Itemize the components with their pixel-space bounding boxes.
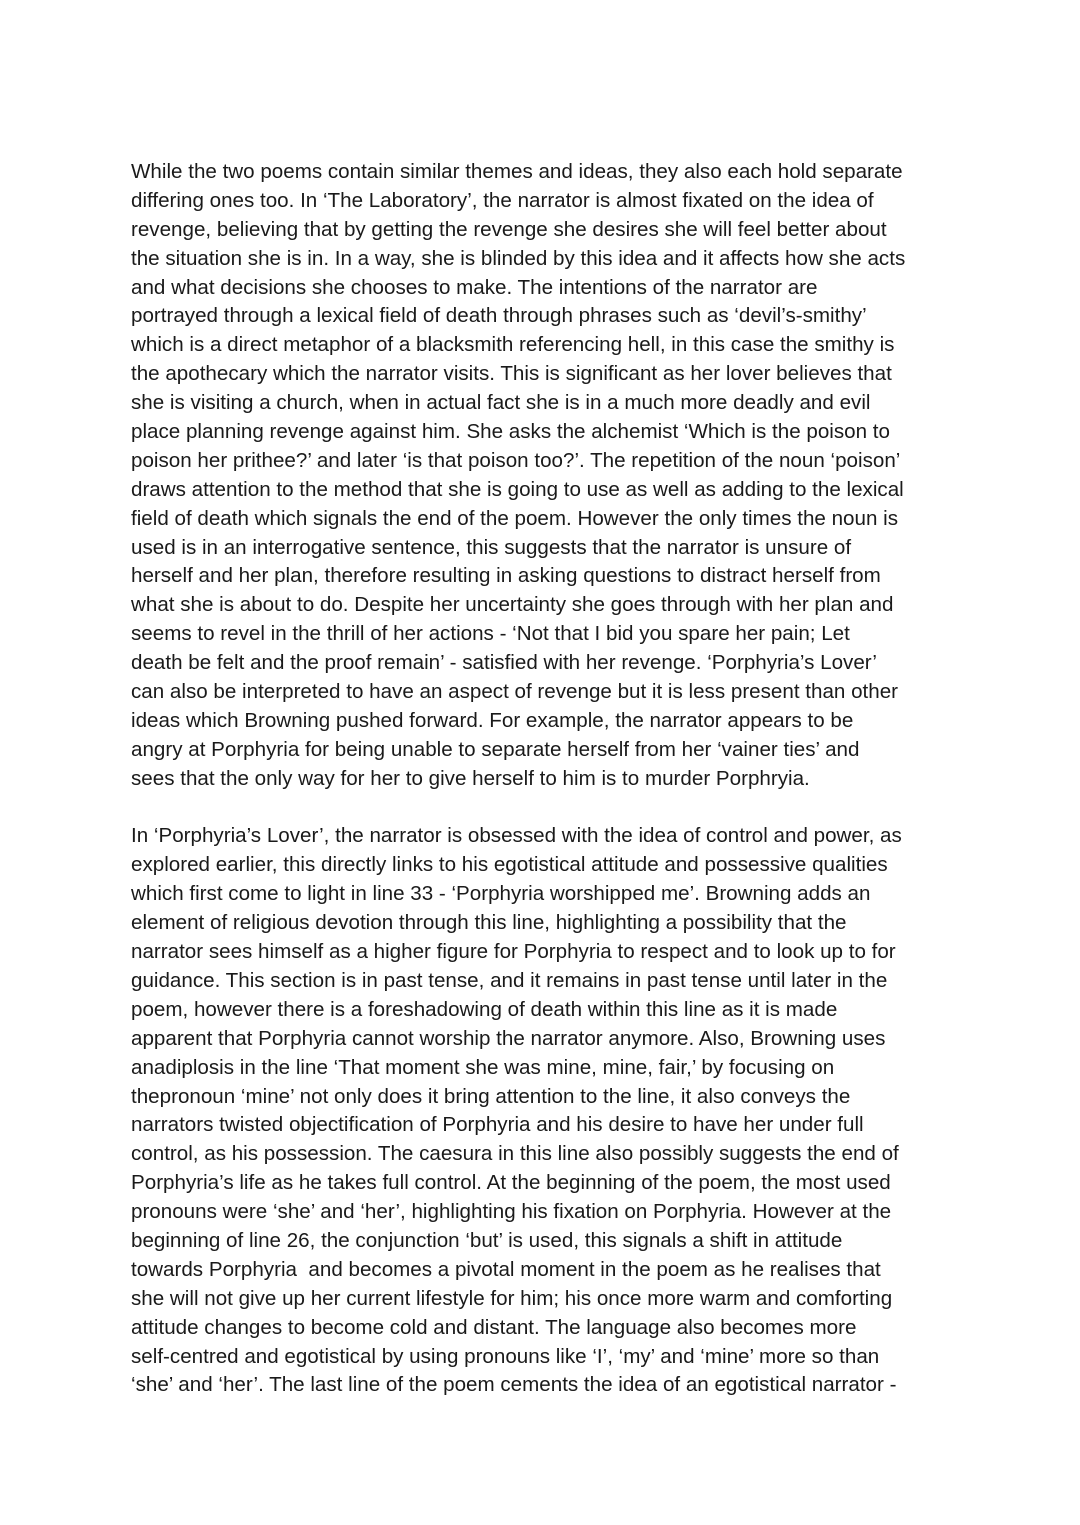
text-line: portrayed through a lexical field of death through phrases such as ‘devil’s-smithy’ — [131, 304, 867, 328]
text-line: pronouns were ‘she’ and ‘her’, highlighting his fixation on Porphyria. However at the — [131, 1200, 892, 1224]
text-line: beginning of line 26, the conjunction ‘but’ is used, this signals a shift in attitude — [131, 1228, 843, 1252]
text-line: While the two poems contain similar themes and ideas, they also each hold separate — [131, 160, 903, 183]
text-line: used is in an interrogative sentence, this suggests that the narrator is unsure of — [131, 535, 852, 559]
text-line: draws attention to the method that she is going to use as well as adding to the lexical — [131, 477, 904, 501]
text-line: the apothecary which the narrator visits. This is significant as her lover believes that — [131, 362, 892, 386]
text-line: element of religious devotion through this line, highlighting a possibility that the — [131, 911, 847, 935]
text-line: what she is about to do. Despite her uncertainty she goes through with her plan and — [131, 593, 894, 617]
text-line: narrators twisted objectification of Porphyria and his desire to have her under full — [131, 1113, 864, 1137]
text-line: narrator sees himself as a higher figure for Porphyria to respect and to look up to for — [131, 940, 896, 964]
text-line: and what decisions she chooses to make. The intentions of the narrator are — [131, 275, 818, 299]
text-line: guidance. This section is in past tense, and it remains in past tense until later in the — [131, 968, 888, 992]
text-line: poison her prithee?’ and later ‘is that poison too?’. The repetition of the noun ‘poison’ — [131, 448, 901, 472]
text-line: Porphyria’s life as he takes full control. At the beginning of the poem, the most used — [131, 1171, 891, 1195]
text-line: explored earlier, this directly links to his egotistical attitude and possessive qualities — [131, 853, 888, 877]
text-line: herself and her plan, therefore resulting in asking questions to distract herself from — [131, 564, 881, 588]
text-line: she is visiting a church, when in actual fact she is in a much more deadly and evil — [131, 391, 871, 415]
text-line: field of death which signals the end of the poem. However the only times the noun is — [131, 506, 898, 530]
text-line: towards Porphyria and becomes a pivotal moment in the poem as he realises that — [131, 1257, 881, 1281]
document-page — [131, 158, 956, 1400]
text-line: self-centred and egotistical by using pronouns like ‘I’, ‘my’ and ‘mine’ more so than — [131, 1344, 880, 1368]
text-line: which first come to light in line 33 - ‘Porphyria worshipped me’. Browning adds an — [131, 882, 871, 906]
text-line: differing ones too. In ‘The Laboratory’, the narrator is almost fixated on the idea of — [131, 188, 874, 212]
text-line: thepronoun ‘mine’ not only does it bring attention to the line, it also conveys the — [131, 1084, 851, 1108]
text-line: control, as his possession. The caesura in this line also possibly suggests the end of — [131, 1142, 899, 1166]
text-line: ‘she’ and ‘her’. The last line of the poem cements the idea of an egotistical narrator - — [131, 1373, 897, 1397]
text-line: poem, however there is a foreshadowing of death within this line as it is made — [131, 997, 838, 1021]
text-line: In ‘Porphyria’s Lover’, the narrator is obsessed with the idea of control and power, as — [131, 824, 902, 848]
paragraph-laboratory-revenge — [131, 158, 956, 794]
text-line: death be felt and the proof remain’ - satisfied with her revenge. ‘Porphyria’s Lover’ — [131, 651, 877, 675]
text-line: place planning revenge against him. She asks the alchemist ‘Which is the poison to — [131, 420, 890, 444]
text-line: attitude changes to become cold and distant. The language also becomes more — [131, 1315, 857, 1339]
text-line: she will not give up her current lifestyle for him; his once more warm and comforting — [131, 1286, 893, 1310]
text-line: apparent that Porphyria cannot worship the narrator anymore. Also, Browning uses — [131, 1026, 886, 1050]
text-line: sees that the only way for her to give herself to him is to murder Porphryia. — [131, 766, 810, 790]
paragraph-porphyria-control — [131, 822, 956, 1400]
text-line: angry at Porphyria for being unable to separate herself from her ‘vainer ties’ and — [131, 737, 860, 761]
text-line: revenge, believing that by getting the revenge she desires she will feel better about — [131, 217, 887, 241]
text-line: can also be interpreted to have an aspect of revenge but it is less present than other — [131, 680, 899, 704]
text-line: seems to revel in the thrill of her actions - ‘Not that I bid you spare her pain; Let — [131, 622, 850, 646]
text-line: which is a direct metaphor of a blacksmith referencing hell, in this case the smithy is — [131, 333, 895, 357]
text-line: the situation she is in. In a way, she is blinded by this idea and it affects how she acts — [131, 246, 906, 270]
text-line: ideas which Browning pushed forward. For example, the narrator appears to be — [131, 708, 854, 732]
text-line: anadiplosis in the line ‘That moment she was mine, mine, fair,’ by focusing on — [131, 1055, 835, 1079]
